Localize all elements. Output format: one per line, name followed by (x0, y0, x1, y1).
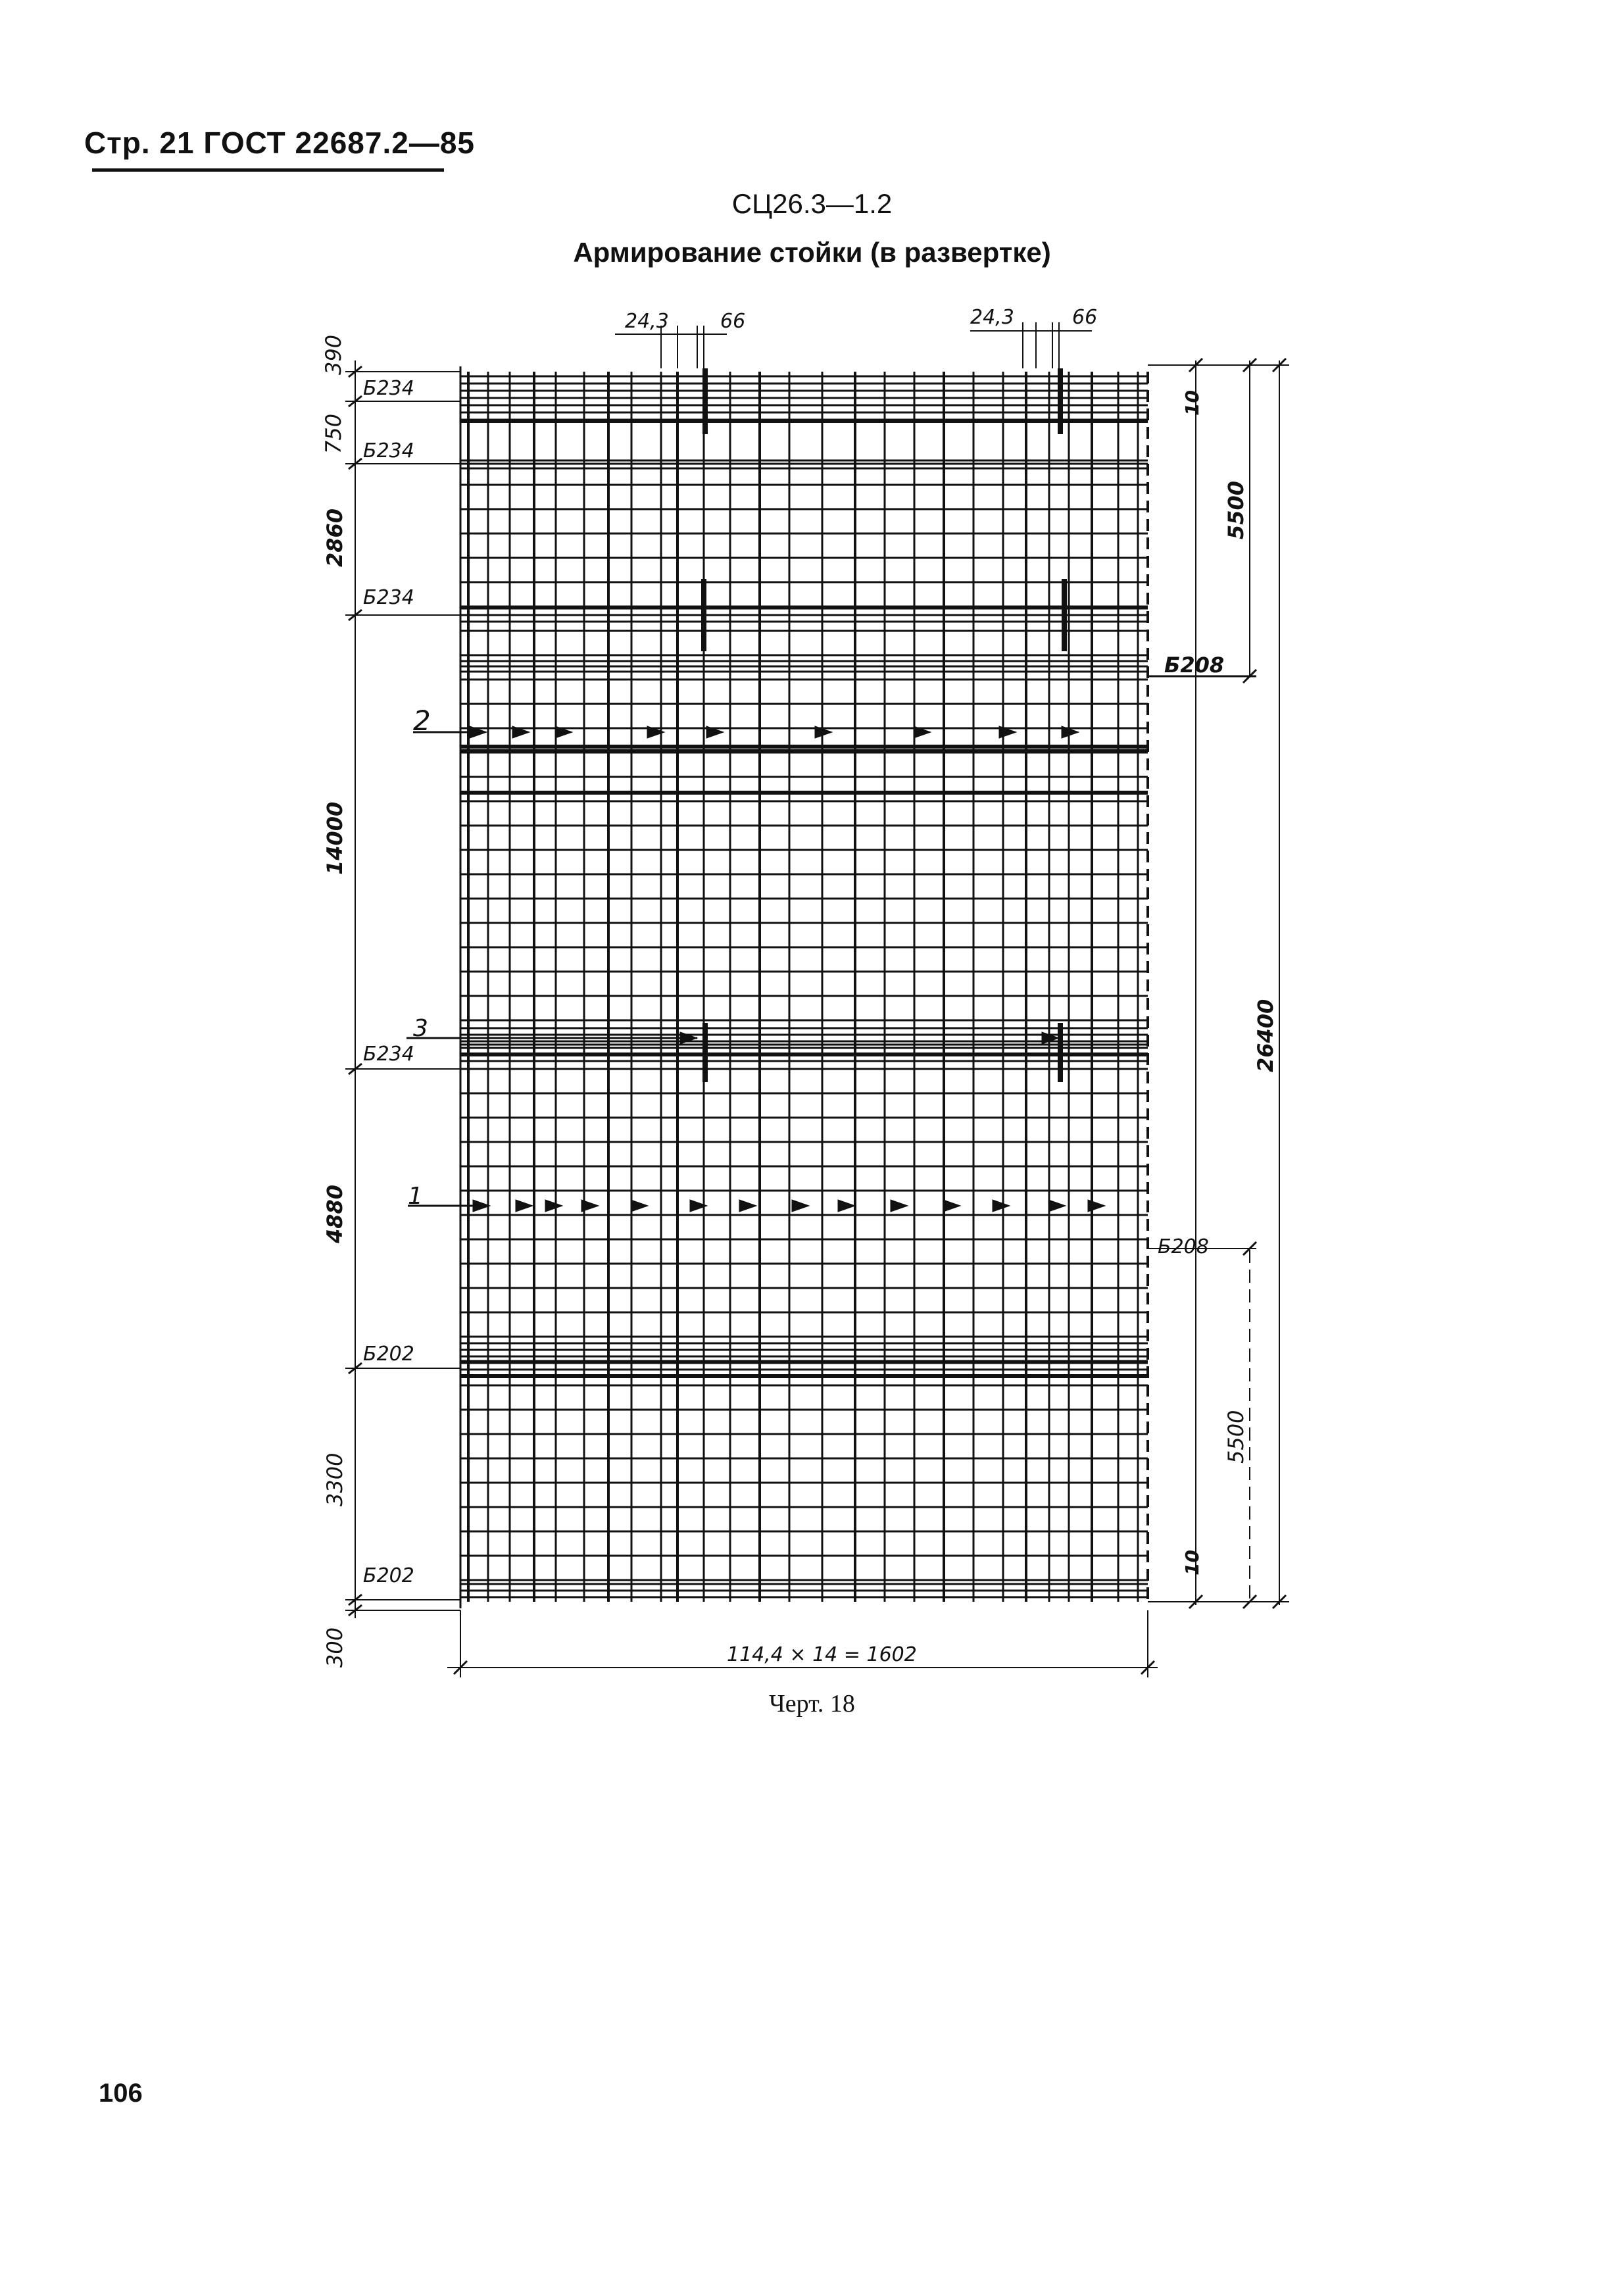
position-1-arrow (993, 1200, 1010, 1212)
marker-1: 1 (408, 1183, 423, 1210)
drawing-title: Армирование стойки (в развертке) (573, 237, 1051, 268)
position-1-arrow (943, 1200, 960, 1212)
right-dim-10-bottom: 10 (1181, 1550, 1203, 1575)
label-b234-1: Б234 (363, 377, 414, 400)
position-1-arrow (516, 1200, 533, 1212)
position-1-arrow (631, 1200, 648, 1212)
dim-390: 390 (321, 334, 346, 375)
dim-300: 300 (322, 1627, 347, 1668)
position-1-arrow (1088, 1200, 1105, 1212)
right-dim-26400: 26400 (1253, 999, 1278, 1072)
position-1-arrow (545, 1200, 562, 1212)
position-1-arrow (838, 1200, 855, 1212)
label-b234-3: Б234 (363, 586, 414, 609)
label-b202-2: Б202 (363, 1564, 414, 1587)
drawing-code: СЦ26.3—1.2 (731, 188, 893, 219)
top-dim-right-a: 24,3 (970, 306, 1014, 329)
label-b234-4: Б234 (363, 1043, 414, 1066)
right-dim-10-top: 10 (1181, 390, 1203, 416)
dim-750: 750 (321, 413, 346, 454)
dim-2860: 2860 (322, 508, 347, 567)
dim-14000: 14000 (322, 801, 347, 875)
dim-4880: 4880 (322, 1184, 347, 1243)
label-b202-1: Б202 (363, 1343, 414, 1366)
position-1-arrow (891, 1200, 908, 1212)
position-1-arrow (581, 1200, 599, 1212)
dim-3300: 3300 (322, 1452, 347, 1506)
position-1-arrow (792, 1200, 809, 1212)
page-header: Стр. 21 ГОСТ 22687.2—85 (84, 126, 476, 160)
top-dim-right-b: 66 (1072, 306, 1098, 329)
position-1-arrow (1048, 1200, 1066, 1212)
marker-2: 2 (413, 705, 431, 737)
marker-3: 3 (413, 1015, 428, 1042)
page-number: 106 (99, 2079, 143, 2108)
label-b234-2: Б234 (363, 439, 414, 462)
bottom-width-dim: 114,4 × 14 = 1602 (727, 1643, 917, 1666)
top-dim-left-a: 24,3 (625, 310, 669, 333)
rebar-grid (460, 366, 1148, 1608)
label-b208-bottom: Б208 (1158, 1235, 1209, 1258)
figure-caption: Черт. 18 (769, 1690, 855, 1718)
position-1-arrow (739, 1200, 756, 1212)
top-dim-left-b: 66 (720, 310, 746, 333)
right-dim-5500-bottom: 5500 (1223, 1410, 1248, 1464)
label-b208-top: Б208 (1164, 653, 1225, 678)
right-dim-5500-top: 5500 (1223, 480, 1248, 539)
